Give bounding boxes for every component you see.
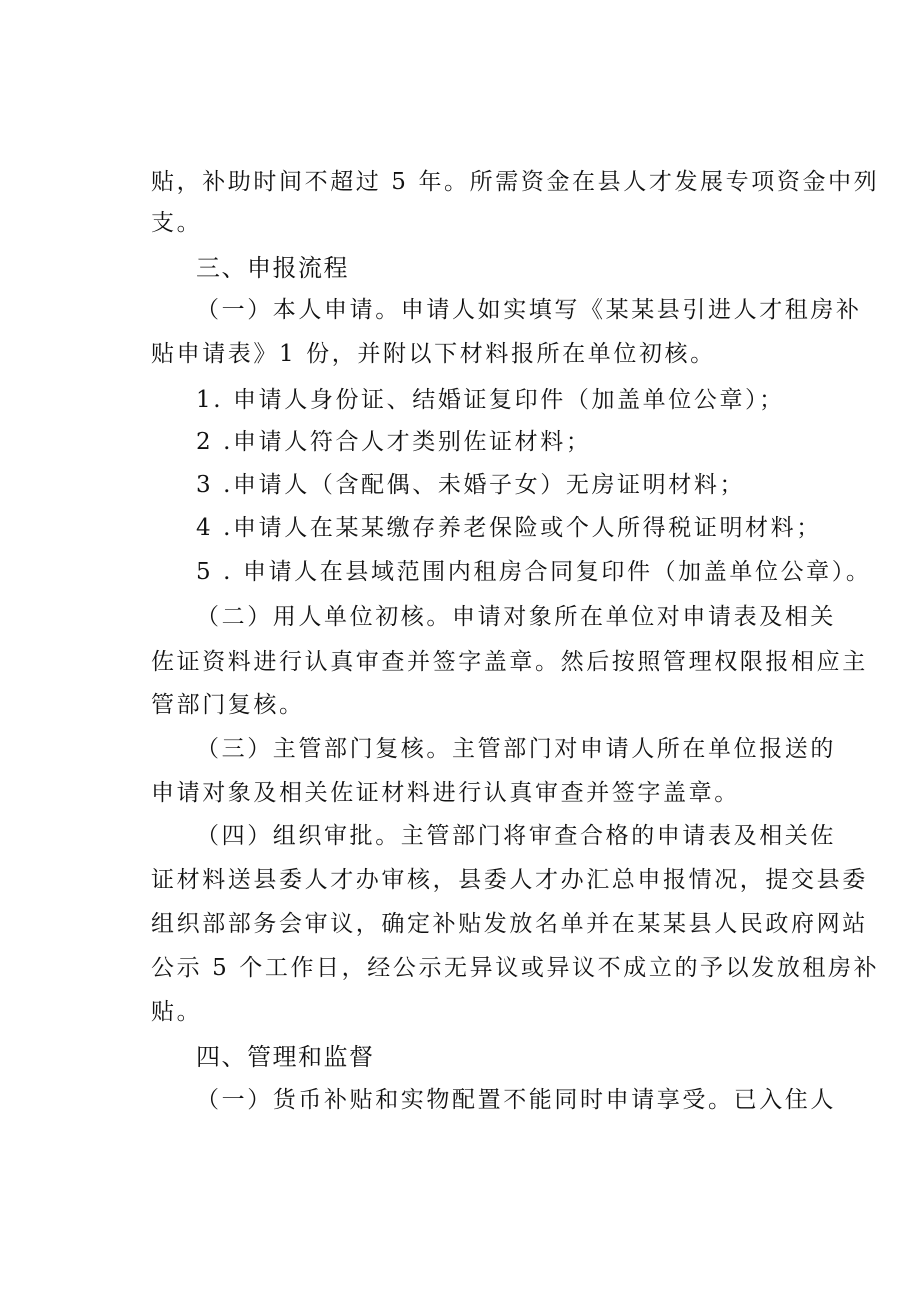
paragraph-line: 支。 [151, 210, 203, 236]
list-item: 3 .申请人（含配偶、未婚子女）无房证明材料； [196, 472, 746, 498]
paragraph-line: （三）主管部门复核。主管部门对申请人所在单位报送的 [196, 736, 836, 762]
section-heading: 三、申报流程 [196, 254, 349, 282]
list-item: 1. 申请人身份证、结婚证复印件（加盖单位公章）； [196, 387, 785, 413]
paragraph-line: （二）用人单位初核。申请对象所在单位对申请表及相关 [196, 604, 836, 630]
paragraph-line: （四）组织审批。主管部门将审查合格的申请表及相关佐 [196, 823, 836, 849]
paragraph-line: 组织部部务会审议，确定补贴发放名单并在某某县人民政府网站 [151, 911, 868, 937]
paragraph-line: 管部门复核。 [151, 692, 305, 718]
list-item: 4 .申请人在某某缴存养老保险或个人所得税证明材料； [196, 515, 822, 541]
paragraph-line: （一）货币补贴和实物配置不能同时申请享受。已入住人 [196, 1087, 836, 1113]
paragraph-line: 申请对象及相关佐证材料进行认真审查并签字盖章。 [151, 780, 740, 806]
paragraph-line: （一）本人申请。申请人如实填写《某某县引进人才租房补 [196, 297, 862, 323]
paragraph-line: 佐证资料进行认真审查并签字盖章。然后按照管理权限报相应主 [151, 649, 868, 675]
paragraph-line: 贴申请表》1 份，并附以下材料报所在单位初核。 [151, 341, 716, 367]
paragraph-line: 贴，补助时间不超过 5 年。所需资金在县人才发展专项资金中列 [151, 169, 880, 195]
paragraph-line: 贴。 [151, 999, 203, 1025]
section-heading: 四、管理和监督 [196, 1043, 375, 1071]
paragraph-line: 证材料送县委人才办审核，县委人才办汇总申报情况，提交县委 [151, 867, 868, 893]
list-item: 5 . 申请人在县域范围内租房合同复印件（加盖单位公章）。 [196, 559, 872, 585]
list-item: 2 .申请人符合人才类别佐证材料； [196, 429, 592, 455]
paragraph-line: 公示 5 个工作日，经公示无异议或异议不成立的予以发放租房补 [151, 955, 880, 981]
